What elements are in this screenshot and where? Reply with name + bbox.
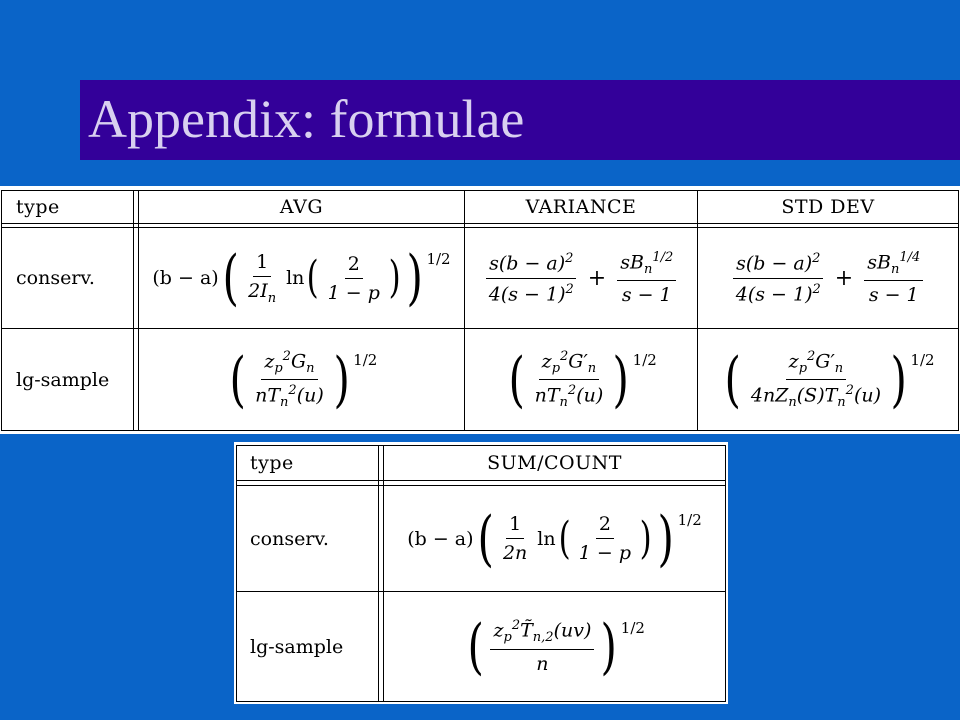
header-variance: VARIANCE: [525, 196, 637, 218]
right-paren: ): [600, 611, 618, 682]
ln-text: ln: [286, 267, 305, 289]
numerator: 1: [506, 513, 524, 539]
denominator: $nT_n^2(u)$: [534, 383, 604, 411]
numerator: $z_p^2G'_n$: [786, 349, 847, 380]
right-paren: ): [333, 344, 350, 415]
exponent: 1/2: [652, 249, 674, 265]
numerator: $z_p^2G_n$: [261, 349, 317, 380]
right-paren: ): [657, 503, 675, 574]
header-std-dev: STD DEV: [781, 196, 875, 218]
formula-lg-sample-avg: [139, 329, 464, 430]
numerator: $z_p^2G'_n$: [539, 349, 600, 380]
row-label-lg-sample: lg-sample: [250, 635, 344, 658]
row-label-conserv: conserv.: [16, 267, 95, 289]
right-paren: ): [890, 344, 907, 415]
fraction: [490, 618, 594, 674]
header-avg: AVG: [279, 196, 324, 218]
denominator: $4nZ_n(S)T_n^2(u)$: [750, 383, 881, 411]
header-sum-count: SUM/COUNT: [487, 452, 622, 474]
exponent: 1/2: [426, 250, 451, 268]
exponent: 1/2: [910, 350, 935, 369]
left-paren: (: [467, 611, 484, 682]
header-type: type: [250, 452, 294, 474]
denominator: n: [536, 652, 549, 675]
right-paren: ): [612, 344, 630, 415]
math-b-minus-a: (b − a): [152, 267, 219, 289]
exponent: 1/2: [353, 350, 378, 369]
formula-conserv-stddev: [698, 228, 958, 328]
den-text: 2I: [248, 279, 268, 302]
denominator: $4(s - 1)^2$: [735, 281, 821, 305]
denominator: $2I_n$: [248, 279, 277, 306]
title-bar: [80, 80, 960, 160]
formula-table-main: [0, 186, 960, 434]
left-paren: (: [229, 344, 246, 415]
left-paren: (: [508, 344, 526, 415]
fraction: [864, 250, 923, 306]
right-paren: ): [406, 243, 423, 313]
header-type: type: [16, 196, 60, 218]
exponent: 1/2: [620, 618, 645, 637]
formula-conserv-avg: [139, 228, 464, 328]
numerator: $sB_n^{1/2}$: [617, 250, 676, 281]
denominator: s − 1: [868, 284, 919, 307]
numerator: $sB_n^{1/4}$: [864, 250, 923, 281]
numerator: 1: [253, 251, 271, 277]
fraction: [748, 349, 884, 410]
denominator: 1 − p: [327, 281, 380, 304]
plus-sign: +: [834, 265, 854, 291]
left-paren-small: (: [558, 512, 571, 564]
fraction: [733, 251, 824, 305]
left-paren: (: [724, 344, 742, 415]
fraction: [617, 250, 676, 306]
denominator: 1 − p: [578, 542, 632, 564]
formula-lg-sample-sum-count: [384, 592, 725, 701]
numerator: $s(b - a)^2$: [733, 251, 823, 278]
row-label-lg-sample: lg-sample: [16, 368, 110, 391]
slide-title: Appendix: formulae: [88, 89, 525, 149]
numerator: 2: [345, 253, 363, 279]
right-paren-small: ): [388, 252, 401, 303]
left-paren: (: [222, 243, 239, 313]
math-b-minus-a: (b − a): [407, 527, 474, 550]
numerator: $z_p^2T̃_{n,2}(uv)$: [490, 618, 594, 649]
numerator: $s(b - a)^2$: [486, 251, 576, 278]
exponent: 1/4: [899, 249, 921, 265]
fraction: [576, 513, 634, 564]
denominator: $nT_n^2(u)$: [255, 383, 324, 411]
fraction: [245, 251, 279, 306]
formula-conserv-variance: [465, 228, 697, 328]
denominator: $4(s - 1)^2$: [488, 281, 574, 305]
left-paren: (: [477, 503, 494, 574]
row-label-conserv: conserv.: [250, 527, 329, 550]
denominator: s − 1: [621, 284, 672, 307]
left-paren-small: (: [307, 252, 320, 303]
fraction: [532, 349, 607, 410]
ln-text: ln: [537, 527, 556, 550]
denominator: 2n: [502, 542, 528, 564]
exponent: 1/2: [632, 350, 657, 369]
formula-conserv-sum-count: [384, 486, 725, 591]
fraction: [500, 513, 530, 564]
formula-lg-sample-stddev: [698, 329, 958, 430]
fraction: [252, 349, 327, 410]
numerator: 2: [596, 513, 614, 539]
fraction: [325, 253, 383, 304]
exponent: 1/2: [677, 510, 702, 529]
plus-sign: +: [587, 265, 607, 291]
formula-lg-sample-variance: [465, 329, 697, 430]
formula-table-sum-count: [234, 442, 728, 704]
fraction: [486, 251, 577, 305]
right-paren-small: ): [639, 512, 652, 564]
